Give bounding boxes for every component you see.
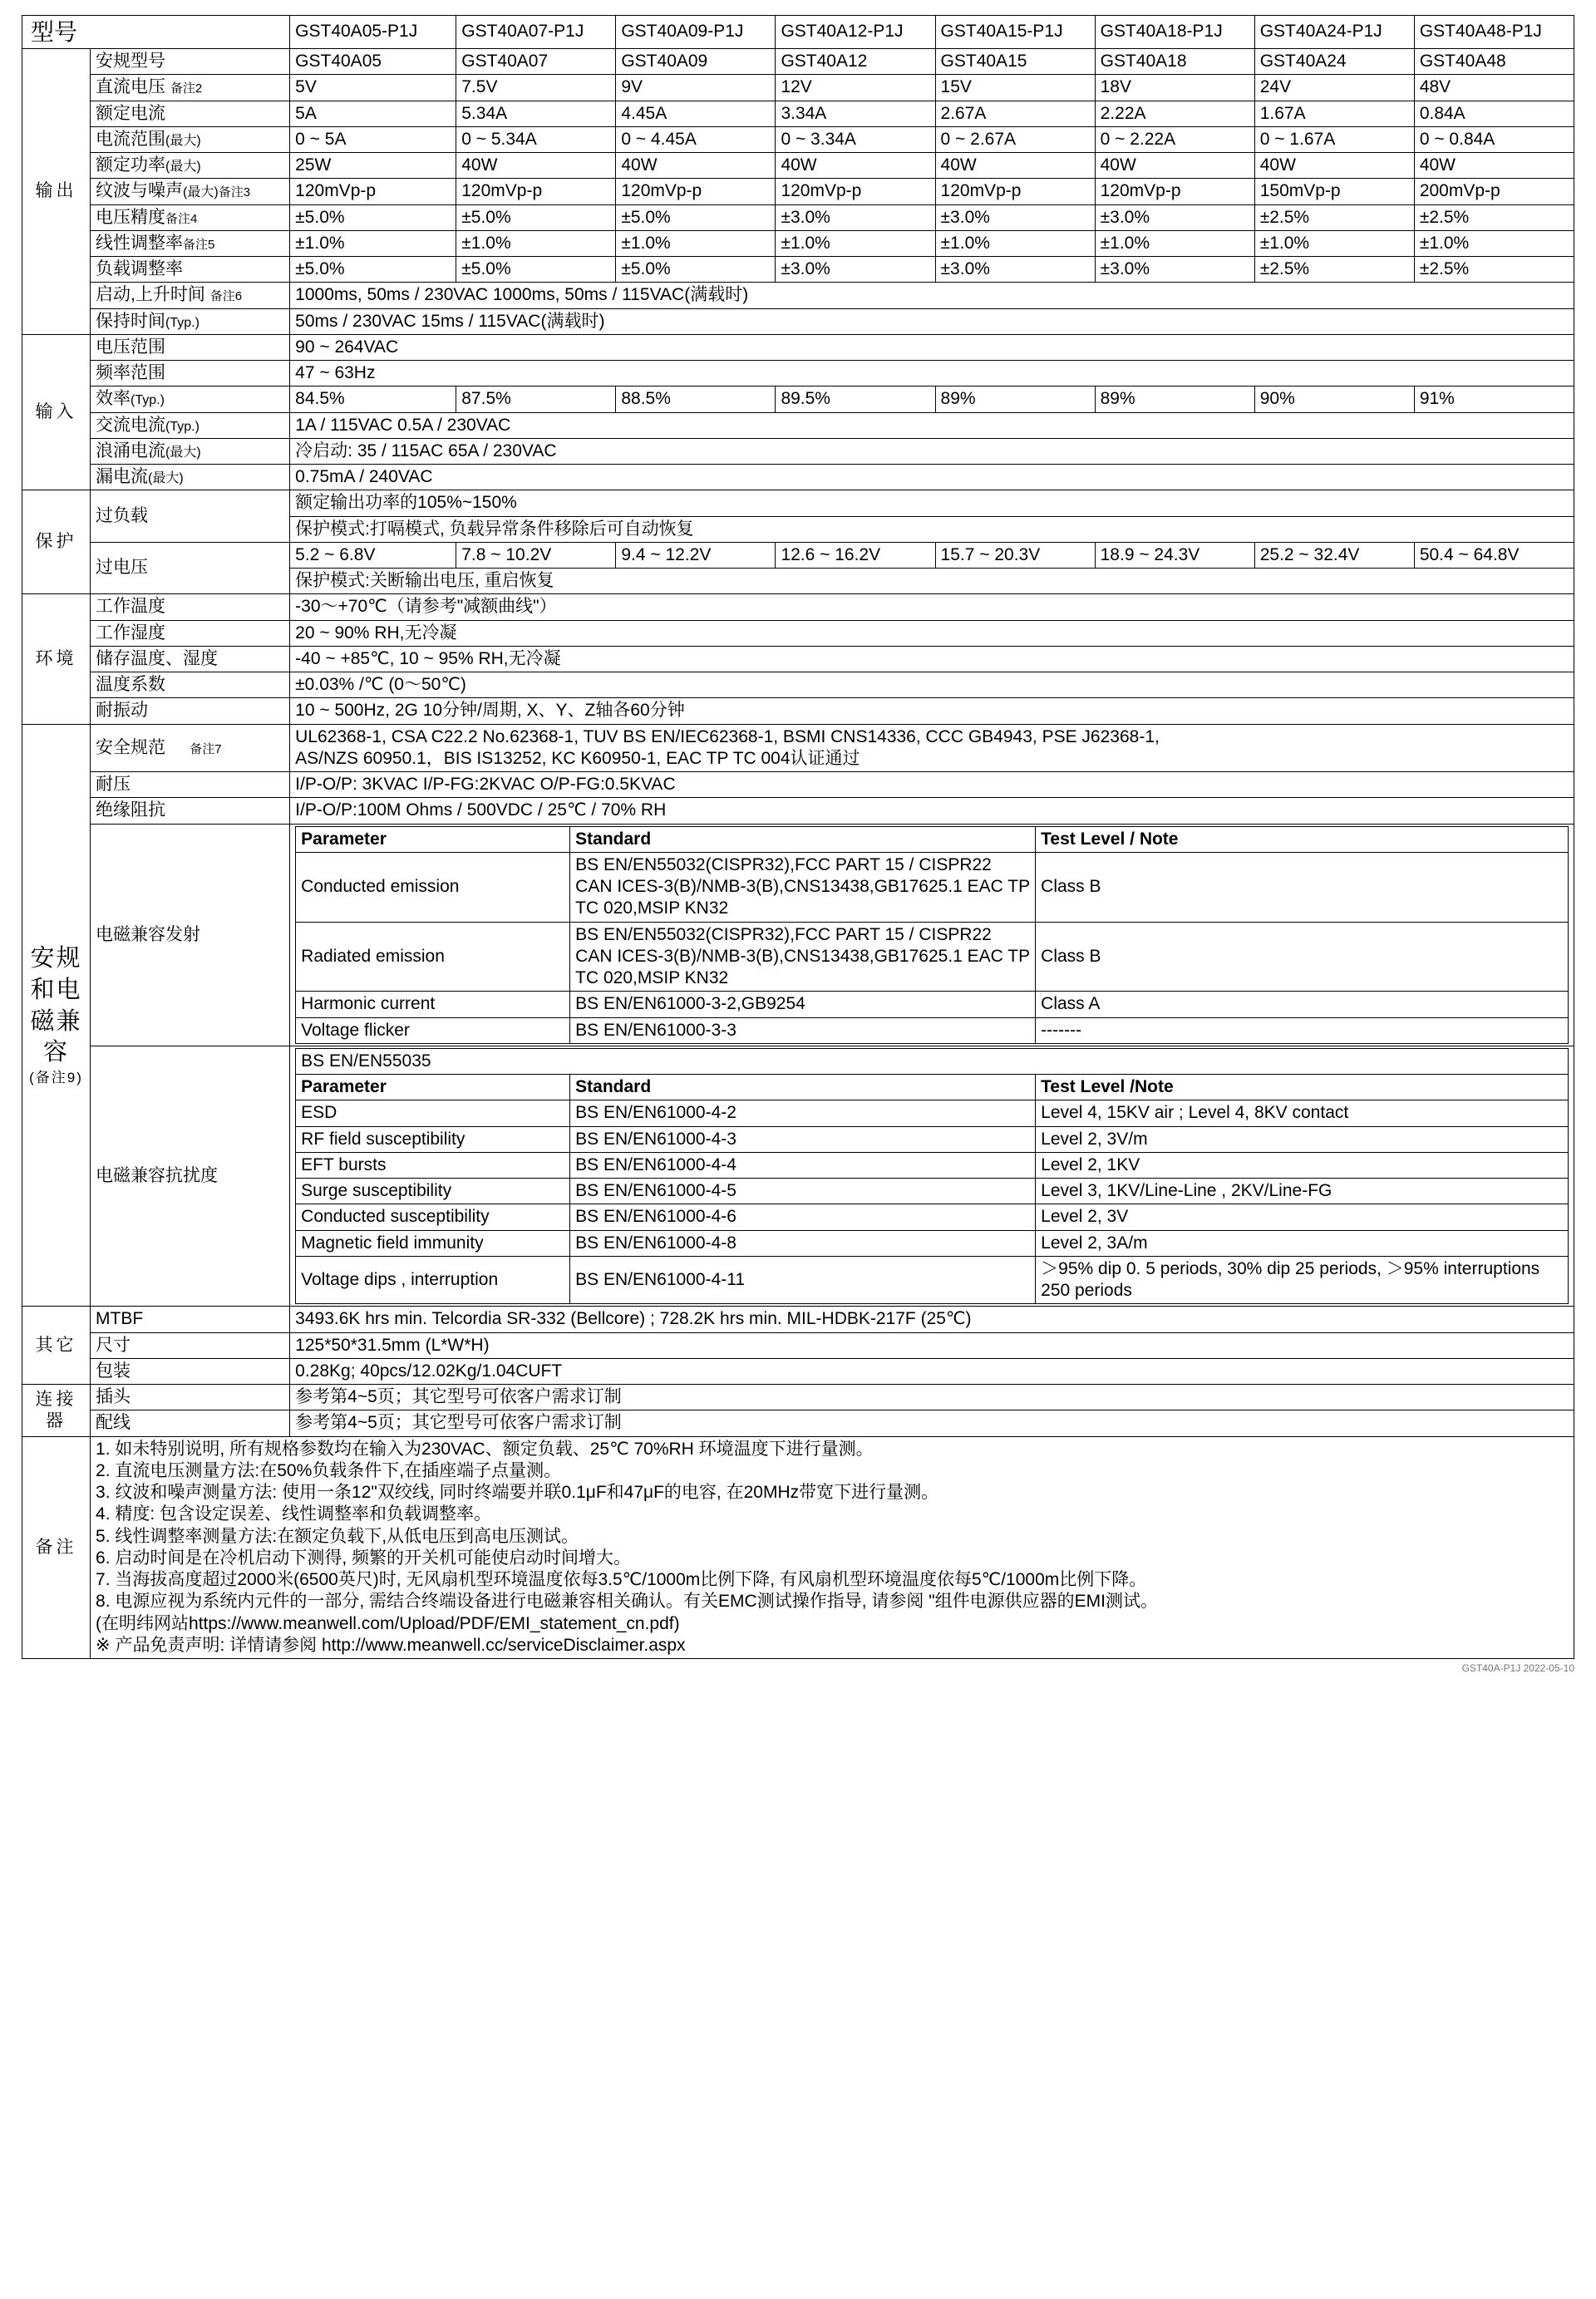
- cell: BS EN/EN55032(CISPR32),FCC PART 15 / CISPR22 CAN ICES-3(B)/NMB-3(B),CNS13438,GB17625.1 EAC TP TC 020,MSIP KN32: [570, 922, 1036, 992]
- table-row-vibration: [22, 698, 1574, 724]
- cell: ±3.0%: [935, 204, 1095, 230]
- cell: 10 ~ 500Hz, 2G 10分钟/周期, X、Y、Z轴各60分钟: [290, 698, 1574, 724]
- cell: 额定输出功率的105%~150%: [290, 490, 1574, 516]
- cell: GST40A07: [456, 49, 616, 75]
- section-safety-emc-label: 安规和电磁兼容: [30, 945, 82, 1066]
- model-col-6: GST40A24-P1J: [1254, 16, 1414, 49]
- table-row-efficiency: [22, 386, 1574, 412]
- model-col-1: GST40A07-P1J: [456, 16, 616, 49]
- cell: BS EN/EN61000-4-5: [570, 1179, 1036, 1204]
- emc-immunity-top-standard: BS EN/EN55035: [296, 1048, 1569, 1074]
- cell: BS EN/EN61000-3-3: [570, 1017, 1036, 1043]
- cell: ±3.0%: [935, 257, 1095, 283]
- cell: 4.45A: [616, 101, 776, 126]
- table-row: [296, 1048, 1569, 1074]
- note-line: 3. 纹波和噪声测量方法: 使用一条12"双绞线, 同时终端要并联0.1μF和47μF的电容, 在20MHz带宽下进行量测。: [96, 1483, 939, 1502]
- note-line: 1. 如未特别说明, 所有规格参数均在输入为230VAC、额定负载、25℃ 70%RH 环境温度下进行量测。: [96, 1439, 874, 1459]
- note-line: ※ 产品免责声明: 详情请参阅 http://www.meanwell.cc/serviceDisclaimer.aspx: [96, 1635, 686, 1655]
- table-row: [296, 1100, 1569, 1126]
- row-label-dimension: 尺寸: [91, 1332, 290, 1358]
- row-label-insulation: 绝缘阻抗: [91, 798, 290, 824]
- cell: 0 ~ 1.67A: [1254, 126, 1414, 152]
- emc-immunity-block: [290, 1046, 1574, 1307]
- model-col-3: GST40A12-P1J: [776, 16, 935, 49]
- cell: ±1.0%: [935, 230, 1095, 256]
- cell: BS EN/EN61000-4-8: [570, 1230, 1036, 1256]
- cell: ±2.5%: [1414, 204, 1574, 230]
- table-row: [296, 1126, 1569, 1152]
- cell: Harmonic current: [296, 992, 570, 1017]
- table-row-wiring: [22, 1410, 1574, 1436]
- row-label-overvoltage: 过电压: [91, 542, 290, 594]
- row-label-wiring: 配线: [91, 1410, 290, 1436]
- cell: ±1.0%: [290, 230, 456, 256]
- cell: 0.75mA / 240VAC: [290, 465, 1574, 490]
- table-row-leakage-current: [22, 465, 1574, 490]
- row-label-temp-coef: 温度系数: [91, 672, 290, 698]
- section-notes: 备注: [22, 1436, 91, 1659]
- cell: RF field susceptibility: [296, 1126, 570, 1152]
- cell: 冷启动: 35 / 115AC 65A / 230VAC: [290, 438, 1574, 464]
- cell: 120mVp-p: [1095, 179, 1254, 204]
- cell: 40W: [1095, 153, 1254, 179]
- table-row-current-range: [22, 126, 1574, 152]
- table-row-rated-power: [22, 153, 1574, 179]
- table-row: [296, 1179, 1569, 1204]
- cell: ±2.5%: [1254, 257, 1414, 283]
- cell: ±1.0%: [456, 230, 616, 256]
- cell: 89.5%: [776, 386, 935, 412]
- cell: Voltage dips , interruption: [296, 1256, 570, 1304]
- emc-emission-block: [290, 824, 1574, 1046]
- table-row-packing: [22, 1358, 1574, 1384]
- cell: 120mVp-p: [290, 179, 456, 204]
- table-row-emc-immunity: [22, 1046, 1574, 1307]
- cell: ±1.0%: [1095, 230, 1254, 256]
- table-row: [296, 1230, 1569, 1256]
- table-row-overload-1: [22, 490, 1574, 516]
- cell: 0 ~ 5A: [290, 126, 456, 152]
- cell: [290, 724, 1574, 772]
- cell: GST40A12: [776, 49, 935, 75]
- cell: 18.9 ~ 24.3V: [1095, 542, 1254, 568]
- cell: Level 4, 15KV air ; Level 4, 8KV contact: [1036, 1100, 1569, 1126]
- row-note: 备注2: [170, 81, 203, 96]
- cell: 87.5%: [456, 386, 616, 412]
- cell: Class B: [1036, 922, 1569, 992]
- emc-emission-table: [295, 826, 1569, 1044]
- emc-immunity-table: [295, 1048, 1569, 1305]
- row-label-current-range: 电流范围(最大): [91, 126, 290, 152]
- cell: ±0.03% /℃ (0～50℃): [290, 672, 1574, 698]
- row-label-safety-standards: 安全规范 备注7: [91, 724, 290, 772]
- cell: 2.67A: [935, 101, 1095, 126]
- cell: BS EN/EN61000-4-4: [570, 1152, 1036, 1178]
- cell: GST40A48: [1414, 49, 1574, 75]
- section-environment: 环境: [22, 594, 91, 724]
- cell: BS EN/EN61000-4-6: [570, 1204, 1036, 1230]
- cell: 120mVp-p: [616, 179, 776, 204]
- model-col-2: GST40A09-P1J: [616, 16, 776, 49]
- cell: -30～+70℃（请参考"减额曲线"）: [290, 594, 1574, 620]
- cell: 40W: [1254, 153, 1414, 179]
- table-row-mtbf: [22, 1307, 1574, 1332]
- cell: 5.34A: [456, 101, 616, 126]
- cell: Conducted susceptibility: [296, 1204, 570, 1230]
- model-label: 型号: [22, 16, 290, 49]
- row-label-plug: 插头: [91, 1385, 290, 1410]
- row-label-emc-immunity: 电磁兼容抗扰度: [91, 1046, 290, 1307]
- model-col-0: GST40A05-P1J: [290, 16, 456, 49]
- cell: 88.5%: [616, 386, 776, 412]
- cell: ±1.0%: [1414, 230, 1574, 256]
- cell: I/P-O/P: 3KVAC I/P-FG:2KVAC O/P-FG:0.5KVAC: [290, 772, 1574, 798]
- row-label-emc-emission: 电磁兼容发射: [91, 824, 290, 1046]
- notes-block: [91, 1436, 1574, 1659]
- row-label-line-regulation: 线性调整率备注5: [91, 230, 290, 256]
- cell: Conducted emission: [296, 852, 570, 922]
- cell: ±2.5%: [1414, 257, 1574, 283]
- cell: ＞95% dip 0. 5 periods, 30% dip 25 periods, ＞95% interruptions 250 periods: [1036, 1256, 1569, 1304]
- table-row-ripple-noise: [22, 179, 1574, 204]
- model-col-5: GST40A18-P1J: [1095, 16, 1254, 49]
- row-label-overload: 过负载: [91, 490, 290, 543]
- cell: ±5.0%: [290, 204, 456, 230]
- row-label-rated-power: 额定功率(最大): [91, 153, 290, 179]
- table-row-model-header: [22, 16, 1574, 49]
- emc-immunity-header-standard: Standard: [570, 1075, 1036, 1100]
- cell: GST40A05: [290, 49, 456, 75]
- table-row-line-regulation: [22, 230, 1574, 256]
- cell: 125*50*31.5mm (L*W*H): [290, 1332, 1574, 1358]
- cell: Magnetic field immunity: [296, 1230, 570, 1256]
- table-row: [296, 1256, 1569, 1304]
- cell: 15V: [935, 75, 1095, 101]
- cell: 18V: [1095, 75, 1254, 101]
- cell: BS EN/EN55032(CISPR32),FCC PART 15 / CISPR22 CAN ICES-3(B)/NMB-3(B),CNS13438,GB17625.1 EAC TP TC 020,MSIP KN32: [570, 852, 1036, 922]
- cell: 25.2 ~ 32.4V: [1254, 542, 1414, 568]
- note-line: 7. 当海拔高度超过2000米(6500英尺)时, 无风扇机型环境温度依每3.5℃/1000m比例下降, 有风扇机型环境温度依每5℃/1000m比例下降。: [96, 1570, 1147, 1589]
- cell: -------: [1036, 1017, 1569, 1043]
- cell: Surge susceptibility: [296, 1179, 570, 1204]
- table-row: [296, 826, 1569, 852]
- model-col-7: GST40A48-P1J: [1414, 16, 1574, 49]
- table-row-startup-rise: [22, 283, 1574, 308]
- cell: 7.5V: [456, 75, 616, 101]
- cell: ±3.0%: [776, 257, 935, 283]
- table-row: [296, 992, 1569, 1017]
- row-label-efficiency: 效率(Typ.): [91, 386, 290, 412]
- cell: 1A / 115VAC 0.5A / 230VAC: [290, 412, 1574, 438]
- cell: 0 ~ 4.45A: [616, 126, 776, 152]
- table-row-dimension: [22, 1332, 1574, 1358]
- table-row-load-regulation: [22, 257, 1574, 283]
- cell: 91%: [1414, 386, 1574, 412]
- row-label-withstand: 耐压: [91, 772, 290, 798]
- cell: 0.84A: [1414, 101, 1574, 126]
- section-output: 输出: [22, 49, 91, 335]
- cell: 3.34A: [776, 101, 935, 126]
- row-label-load-regulation: 负载调整率: [91, 257, 290, 283]
- safety-standards-line1: UL62368-1, CSA C22.2 No.62368-1, TUV BS EN/IEC62368-1, BSMI CNS14336, CCC GB4943, PSE J62368-1,: [295, 726, 1160, 746]
- cell: GST40A24: [1254, 49, 1414, 75]
- table-row: [296, 922, 1569, 992]
- note-line: 2. 直流电压测量方法:在50%负载条件下,在插座端子点量测。: [96, 1460, 562, 1480]
- note-line: 8. 电源应视为系统内元件的一部分, 需结合终端设备进行电磁兼容相关确认。有关EMC测试操作指导, 请参阅 "组件电源供应器的EMI测试。: [96, 1592, 1159, 1612]
- table-row-dc-voltage: [22, 75, 1574, 101]
- cell: 24V: [1254, 75, 1414, 101]
- cell: Level 2, 3V: [1036, 1204, 1569, 1230]
- table-row-safety-standards: [22, 724, 1574, 772]
- cell: 89%: [935, 386, 1095, 412]
- table-row: [296, 852, 1569, 922]
- row-label-dc-voltage: 直流电压 备注2: [91, 75, 290, 101]
- cell: 7.8 ~ 10.2V: [456, 542, 616, 568]
- cell: ±3.0%: [1095, 204, 1254, 230]
- cell: ±5.0%: [456, 204, 616, 230]
- cell: Class B: [1036, 852, 1569, 922]
- cell: ±3.0%: [1095, 257, 1254, 283]
- cell: 50ms / 230VAC 15ms / 115VAC(满载时): [290, 308, 1574, 334]
- row-label-leakage-current: 漏电流(最大): [91, 465, 290, 490]
- cell: Level 2, 3V/m: [1036, 1126, 1569, 1152]
- emc-emission-header-level: Test Level / Note: [1036, 826, 1569, 852]
- table-row-storage: [22, 646, 1574, 672]
- row-label-safety-model: 安规型号: [91, 49, 290, 75]
- cell: BS EN/EN61000-4-2: [570, 1100, 1036, 1126]
- cell: ±2.5%: [1254, 204, 1414, 230]
- cell: 40W: [1414, 153, 1574, 179]
- cell: 参考第4~5页；其它型号可依客户需求订制: [290, 1410, 1574, 1436]
- cell: 20 ~ 90% RH,无冷凝: [290, 620, 1574, 646]
- cell: ±3.0%: [776, 204, 935, 230]
- section-input: 输入: [22, 334, 91, 490]
- table-row-rated-current: [22, 101, 1574, 126]
- cell: 90 ~ 264VAC: [290, 334, 1574, 360]
- cell: 47 ~ 63Hz: [290, 361, 1574, 386]
- cell: 0 ~ 5.34A: [456, 126, 616, 152]
- row-label-inrush-current: 浪涌电流(最大): [91, 438, 290, 464]
- cell: ±1.0%: [1254, 230, 1414, 256]
- page-footer: GST40A-P1J 2022-05-10: [1461, 1662, 1574, 1674]
- cell: 5V: [290, 75, 456, 101]
- table-row-temp-coef: [22, 672, 1574, 698]
- cell: 5.2 ~ 6.8V: [290, 542, 456, 568]
- section-others: 其它: [22, 1307, 91, 1385]
- row-label-storage: 储存温度、湿度: [91, 646, 290, 672]
- emc-emission-header-standard: Standard: [570, 826, 1036, 852]
- table-row: [296, 1075, 1569, 1100]
- cell: I/P-O/P:100M Ohms / 500VDC / 25℃ / 70% RH: [290, 798, 1574, 824]
- emc-immunity-header-parameter: Parameter: [296, 1075, 570, 1100]
- cell: 3493.6K hrs min. Telcordia SR-332 (Bellcore) ; 728.2K hrs min. MIL-HDBK-217F (25℃): [290, 1307, 1574, 1332]
- row-label-voltage-accuracy: 电压精度备注4: [91, 204, 290, 230]
- cell: 保护模式:关断输出电压, 重启恢复: [290, 569, 1574, 594]
- row-label-vibration: 耐振动: [91, 698, 290, 724]
- table-row: [296, 1017, 1569, 1043]
- row-label-ripple-noise: 纹波与噪声(最大)备注3: [91, 179, 290, 204]
- table-row-ac-current: [22, 412, 1574, 438]
- cell: Voltage flicker: [296, 1017, 570, 1043]
- table-row-work-temp: [22, 594, 1574, 620]
- cell: BS EN/EN61000-4-11: [570, 1256, 1036, 1304]
- table-row-freq-range: [22, 361, 1574, 386]
- model-col-4: GST40A15-P1J: [935, 16, 1095, 49]
- cell: 9.4 ~ 12.2V: [616, 542, 776, 568]
- cell: EFT bursts: [296, 1152, 570, 1178]
- table-row-insulation: [22, 798, 1574, 824]
- cell: 12V: [776, 75, 935, 101]
- table-row-notes: [22, 1436, 1574, 1659]
- table-row-voltage-accuracy: [22, 204, 1574, 230]
- table-row-safety-model: [22, 49, 1574, 75]
- row-label-work-humidity: 工作湿度: [91, 620, 290, 646]
- cell: 2.22A: [1095, 101, 1254, 126]
- cell: ±5.0%: [456, 257, 616, 283]
- cell: 40W: [776, 153, 935, 179]
- table-row-inrush-current: [22, 438, 1574, 464]
- cell: 0.28Kg; 40pcs/12.02Kg/1.04CUFT: [290, 1358, 1574, 1384]
- cell: ±5.0%: [616, 204, 776, 230]
- cell: BS EN/EN61000-3-2,GB9254: [570, 992, 1036, 1017]
- row-label-freq-range: 频率范围: [91, 361, 290, 386]
- cell: GST40A09: [616, 49, 776, 75]
- cell: 5A: [290, 101, 456, 126]
- section-protection: 保护: [22, 490, 91, 594]
- cell: 40W: [616, 153, 776, 179]
- cell: ESD: [296, 1100, 570, 1126]
- section-connector: 连接器: [22, 1385, 91, 1437]
- row-label-rated-current: 额定电流: [91, 101, 290, 126]
- emc-emission-header-parameter: Parameter: [296, 826, 570, 852]
- cell: 1.67A: [1254, 101, 1414, 126]
- cell: 150mVp-p: [1254, 179, 1414, 204]
- cell: 50.4 ~ 64.8V: [1414, 542, 1574, 568]
- table-row: [296, 1204, 1569, 1230]
- row-label-packing: 包装: [91, 1358, 290, 1384]
- cell: 84.5%: [290, 386, 456, 412]
- emc-immunity-header-level: Test Level /Note: [1036, 1075, 1569, 1100]
- cell: GST40A15: [935, 49, 1095, 75]
- cell: 120mVp-p: [456, 179, 616, 204]
- note-line: 6. 启动时间是在冷机启动下测得, 频繁的开关机可能使启动时间增大。: [96, 1548, 632, 1568]
- section-safety-emc: [22, 724, 91, 1307]
- row-label-mtbf: MTBF: [91, 1307, 290, 1332]
- table-row-emc-emission: [22, 824, 1574, 1046]
- cell: 0 ~ 0.84A: [1414, 126, 1574, 152]
- cell: Level 2, 1KV: [1036, 1152, 1569, 1178]
- cell: 1000ms, 50ms / 230VAC 1000ms, 50ms / 115VAC(满载时): [290, 283, 1574, 308]
- section-safety-emc-note: (备注9): [29, 1070, 83, 1086]
- cell: 40W: [935, 153, 1095, 179]
- cell: 48V: [1414, 75, 1574, 101]
- row-label-work-temp: 工作温度: [91, 594, 290, 620]
- cell: Level 2, 3A/m: [1036, 1230, 1569, 1256]
- table-row-input-voltage-range: [22, 334, 1574, 360]
- row-label-ac-current: 交流电流(Typ.): [91, 412, 290, 438]
- cell: 0 ~ 2.67A: [935, 126, 1095, 152]
- row-label-startup-rise: 启动,上升时间 备注6: [91, 283, 290, 308]
- cell: Class A: [1036, 992, 1569, 1017]
- table-row-overvoltage: [22, 542, 1574, 568]
- cell: 12.6 ~ 16.2V: [776, 542, 935, 568]
- cell: Radiated emission: [296, 922, 570, 992]
- note-line: (在明纬网站https://www.meanwell.com/Upload/PDF/EMI_statement_cn.pdf): [96, 1613, 680, 1633]
- cell: 15.7 ~ 20.3V: [935, 542, 1095, 568]
- table-row-withstand: [22, 772, 1574, 798]
- cell: ±1.0%: [616, 230, 776, 256]
- row-label-hold-time: 保持时间(Typ.): [91, 308, 290, 334]
- cell: ±5.0%: [290, 257, 456, 283]
- cell: 40W: [456, 153, 616, 179]
- cell: 120mVp-p: [776, 179, 935, 204]
- cell: 89%: [1095, 386, 1254, 412]
- note-line: 5. 线性调整率测量方法:在额定负载下,从低电压到高电压测试。: [96, 1526, 579, 1546]
- table-row-plug: [22, 1385, 1574, 1410]
- cell: -40 ~ +85℃, 10 ~ 95% RH,无冷凝: [290, 646, 1574, 672]
- cell: ±1.0%: [776, 230, 935, 256]
- note-line: 4. 精度: 包含设定误差、线性调整率和负载调整率。: [96, 1504, 492, 1524]
- cell: Level 3, 1KV/Line-Line , 2KV/Line-FG: [1036, 1179, 1569, 1204]
- table-row-work-humidity: [22, 620, 1574, 646]
- cell: 25W: [290, 153, 456, 179]
- cell: 保护模式:打嗝模式, 负载异常条件移除后可自动恢复: [290, 516, 1574, 542]
- table-row: [296, 1152, 1569, 1178]
- table-row-hold-time: [22, 308, 1574, 334]
- cell: 120mVp-p: [935, 179, 1095, 204]
- cell: 参考第4~5页；其它型号可依客户需求订制: [290, 1385, 1574, 1410]
- spec-table: [22, 15, 1574, 1659]
- cell: 0 ~ 3.34A: [776, 126, 935, 152]
- cell: GST40A18: [1095, 49, 1254, 75]
- cell: BS EN/EN61000-4-3: [570, 1126, 1036, 1152]
- cell: ±5.0%: [616, 257, 776, 283]
- cell: 90%: [1254, 386, 1414, 412]
- cell: 9V: [616, 75, 776, 101]
- cell: 200mVp-p: [1414, 179, 1574, 204]
- row-label-input-voltage-range: 电压范围: [91, 334, 290, 360]
- safety-standards-line2: AS/NZS 60950.1，BIS IS13252, KC K60950-1, EAC TP TC 004认证通过: [295, 748, 860, 768]
- cell: 0 ~ 2.22A: [1095, 126, 1254, 152]
